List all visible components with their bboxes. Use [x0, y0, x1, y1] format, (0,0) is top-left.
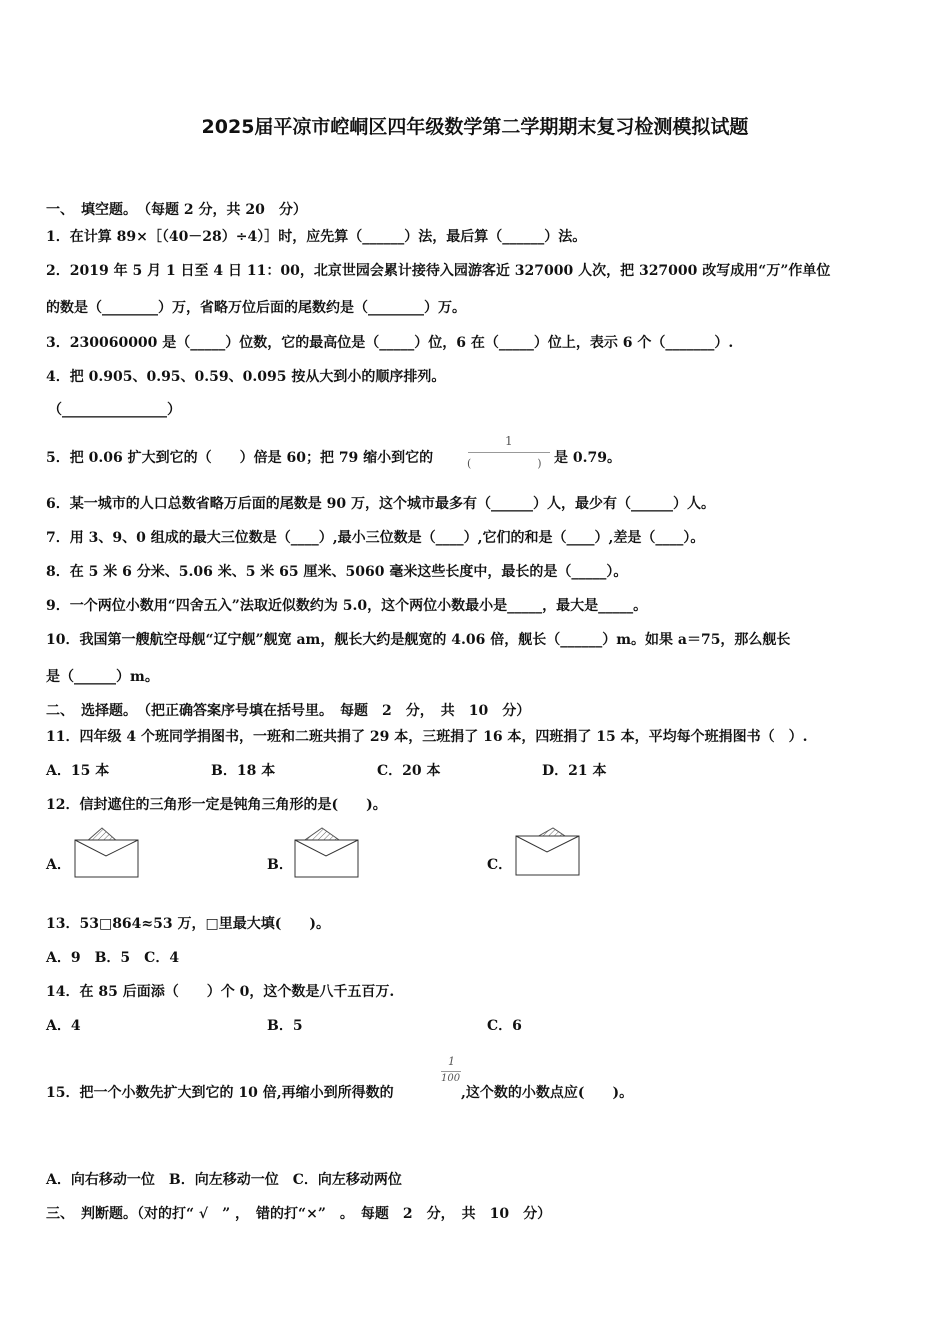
- q15-fraction-bar: [441, 1071, 461, 1072]
- question-7: 7．用 3、9、0 组成的最大三位数是（____）,最小三位数是（____）,它们的和是（____）,差是（____）。: [46, 530, 705, 546]
- question-1: 1．在计算 89×［（40－28）÷4）］时，应先算（______）法，最后算（______）法。: [46, 229, 587, 245]
- question-4-answer-blank: （_______________）: [48, 402, 181, 418]
- question-11: 11．四年级 4 个班同学捐图书，一班和二班共捐了 29 本，三班捐了 16 本，四班捐了 15 本，平均每个班捐图书（ ）.: [46, 729, 808, 745]
- q14-option-a: A．4: [46, 1018, 81, 1034]
- q15-options: A．向右移动一位 B．向左移动一位 C．向左移动两位: [46, 1172, 402, 1188]
- question-14: 14．在 85 后面添（ ）个 0，这个数是八千五百万.: [46, 984, 395, 1000]
- question-2-line-2: 的数是（________）万，省略万位后面的尾数约是（________）万。: [46, 300, 466, 316]
- q5-fraction-denominator: ( ): [467, 457, 542, 470]
- question-4-line-1: 4．把 0.905、0.95、0.59、0.095 按从大到小的顺序排列。: [46, 369, 446, 385]
- question-3: 3．230060000 是（_____）位数，它的最高位是（_____）位，6 在（_____）位上，表示 6 个（_______）.: [46, 335, 734, 351]
- q13-options: A．9 B．5 C．4: [46, 950, 180, 966]
- section-fill-in: 一、 填空题。 （每题 2 分，共 20 分）: [46, 202, 307, 218]
- q12-option-b: B．: [267, 857, 293, 873]
- q12-option-a: A．: [46, 857, 71, 873]
- question-15-part-1: 15．把一个小数先扩大到它的 10 倍,再缩小到所得数的: [46, 1085, 394, 1101]
- envelope-c-figure: [513, 826, 583, 880]
- page-title: 2025届平凉市崆峒区四年级数学第二学期期末复习检测模拟试题: [201, 116, 749, 138]
- q11-option-b: B．18 本: [211, 763, 276, 779]
- question-5-part-2: 是 0.79。: [554, 450, 621, 466]
- q12-option-c: C．: [487, 857, 513, 873]
- question-2-line-1: 2．2019 年 5 月 1 日至 4 日 11：00，北京世园会累计接待入园游客近 327000 人次，把 327000 改写成用“万”作单位: [46, 263, 831, 279]
- envelope-b-figure: [292, 826, 362, 880]
- question-13: 13．53□864≈53 万，□里最大填( )。: [46, 916, 330, 932]
- q14-option-c: C．6: [487, 1018, 522, 1034]
- q5-fraction-bar: [468, 452, 550, 453]
- q11-option-a: A．15 本: [46, 763, 110, 779]
- question-12: 12．信封遮住的三角形一定是钝角三角形的是( )。: [46, 797, 387, 813]
- question-10-line-2: 是（______）m。: [46, 669, 159, 685]
- q15-fraction-numerator: 1: [448, 1055, 455, 1068]
- q5-fraction-numerator: 1: [505, 434, 513, 448]
- question-8: 8．在 5 米 6 分米、5.06 米、5 米 65 厘米、5060 毫米这些长度中，最长的是（_____）。: [46, 564, 628, 580]
- question-15-part-2: ,这个数的小数点应( )。: [461, 1085, 634, 1101]
- q11-option-c: C．20 本: [377, 763, 441, 779]
- question-5-part-1: 5．把 0.06 扩大到它的（ ）倍是 60；把 79 缩小到它的: [46, 450, 434, 466]
- envelope-a-figure: [72, 826, 142, 880]
- question-6: 6．某一城市的人口总数省略万后面的尾数是 90 万，这个城市最多有（______）人，最少有（______）人。: [46, 496, 715, 512]
- section-choice: 二、 选择题。 （把正确答案序号填在括号里。 每题 2 分， 共 10 分）: [46, 703, 531, 719]
- question-9: 9．一个两位小数用“四舍五入”法取近似数约为 5.0，这个两位小数最小是_____，最大是_____。: [46, 598, 648, 614]
- section-true-false: 三、 判断题。（对的打“ √ ” ， 错的打“×” 。 每题 2 分， 共 10 分）: [46, 1206, 552, 1222]
- q15-fraction-denominator: 100: [441, 1073, 461, 1084]
- q14-option-b: B．5: [267, 1018, 303, 1034]
- q11-option-d: D．21 本: [542, 763, 607, 779]
- question-10-line-1: 10．我国第一艘航空母舰“辽宁舰”舰宽 am，舰长大约是舰宽的 4.06 倍，舰长（______）m。如果 a＝75，那么舰长: [46, 632, 791, 648]
